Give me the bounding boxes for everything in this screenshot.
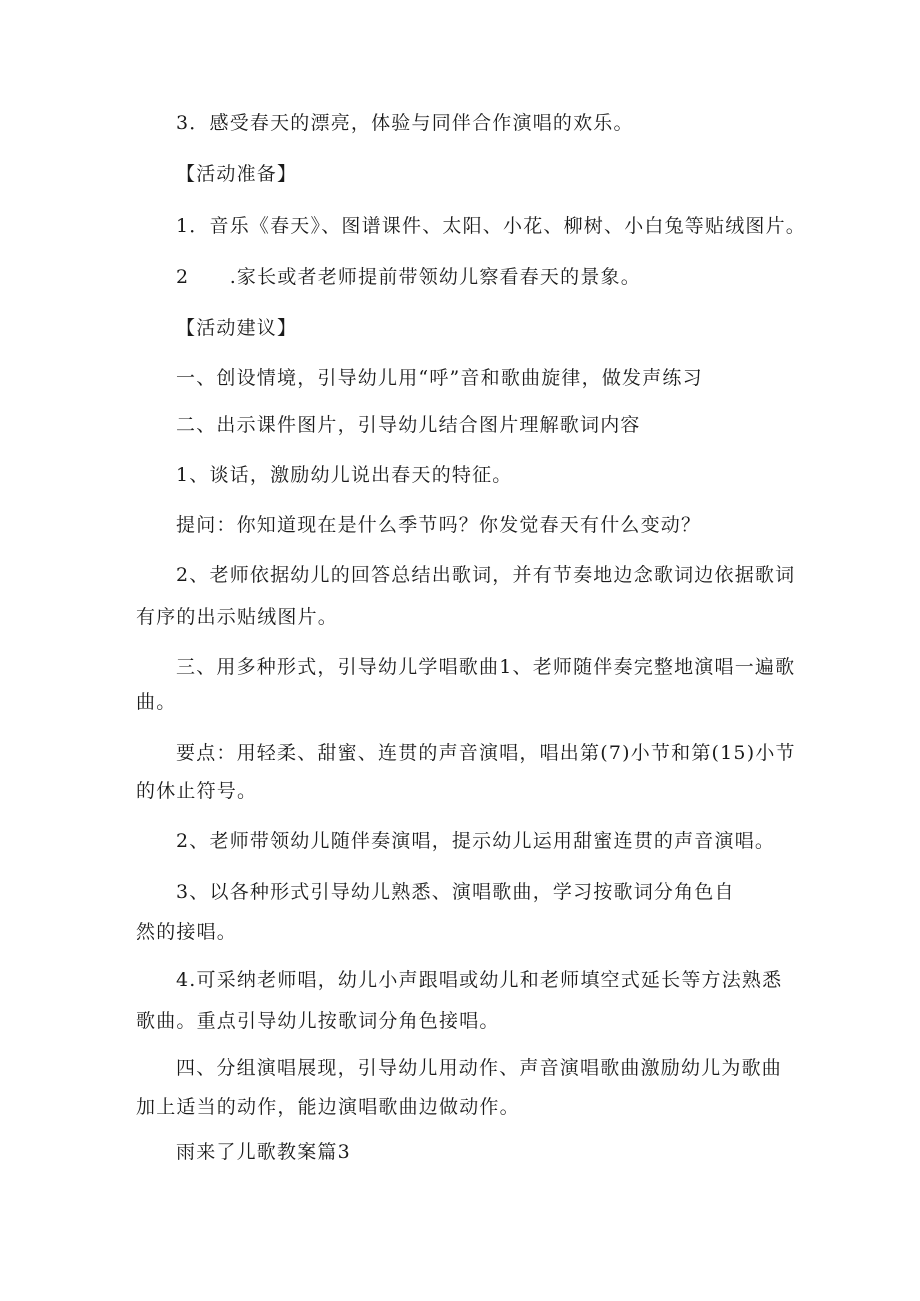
text-line-step-4: 四、分组演唱展现，引导幼儿用动作、声音演唱歌曲激励幼儿为歌曲 xyxy=(176,1057,783,1079)
text-line-step-3-3-cont: 然的接唱。 xyxy=(136,921,238,943)
text-line-goal-3: 3．感受春天的漂亮，体验与同伴合作演唱的欢乐。 xyxy=(176,112,634,134)
text-line-prep-1: 1．音乐《春天》、图谱课件、太阳、小花、柳树、小白兔等贴绒图片。 xyxy=(176,215,806,237)
section-title-next: 雨来了儿歌教案篇3 xyxy=(176,1141,351,1163)
text-line-step-3: 三、用多种形式，引导幼儿学唱歌曲1、老师随伴奏完整地演唱一遍歌 xyxy=(176,656,796,678)
text-line-step-3-4-cont: 歌曲。重点引导幼儿按歌词分角色接唱。 xyxy=(136,1010,500,1032)
text-line-question: 提问：你知道现在是什么季节吗？你发觉春天有什么变动？ xyxy=(176,514,702,536)
text-line-step-2-2: 2、老师依据幼儿的回答总结出歌词，并有节奏地边念歌词边依据歌词 xyxy=(176,564,796,586)
text-line-step-1: 一、创设情境，引导幼儿用“呼”音和歌曲旋律，做发声练习 xyxy=(176,367,703,389)
text-line-step-3-3: 3、以各种形式引导幼儿熟悉、演唱歌曲，学习按歌词分角色自 xyxy=(176,881,735,903)
text-line-prep-2: 2 .家长或者老师提前带领幼儿察看春天的景象。 xyxy=(176,266,641,288)
text-line-step-3-cont: 曲。 xyxy=(136,691,177,713)
text-line-keypoint-cont: 的休止符号。 xyxy=(136,780,258,802)
text-line-step-2-1: 1、谈话，激励幼儿说出春天的特征。 xyxy=(176,464,513,486)
section-heading-preparation: 【活动准备】 xyxy=(176,163,298,185)
text-line-step-3-4: 4.可采纳老师唱，幼儿小声跟唱或幼儿和老师填空式延长等方法熟悉 xyxy=(176,969,783,991)
text-line-step-4-cont: 加上适当的动作，能边演唱歌曲边做动作。 xyxy=(136,1096,520,1118)
text-line-step-3-2: 2、老师带领幼儿随伴奏演唱，提示幼儿运用甜蜜连贯的声音演唱。 xyxy=(176,830,776,852)
text-line-step-2-2-cont: 有序的出示贴绒图片。 xyxy=(136,606,339,628)
text-line-step-2: 二、出示课件图片，引导幼儿结合图片理解歌词内容 xyxy=(176,414,641,436)
text-line-keypoint: 要点：用轻柔、甜蜜、连贯的声音演唱，唱出第(7)小节和第(15)小节 xyxy=(176,742,796,764)
section-heading-suggestions: 【活动建议】 xyxy=(176,317,298,339)
